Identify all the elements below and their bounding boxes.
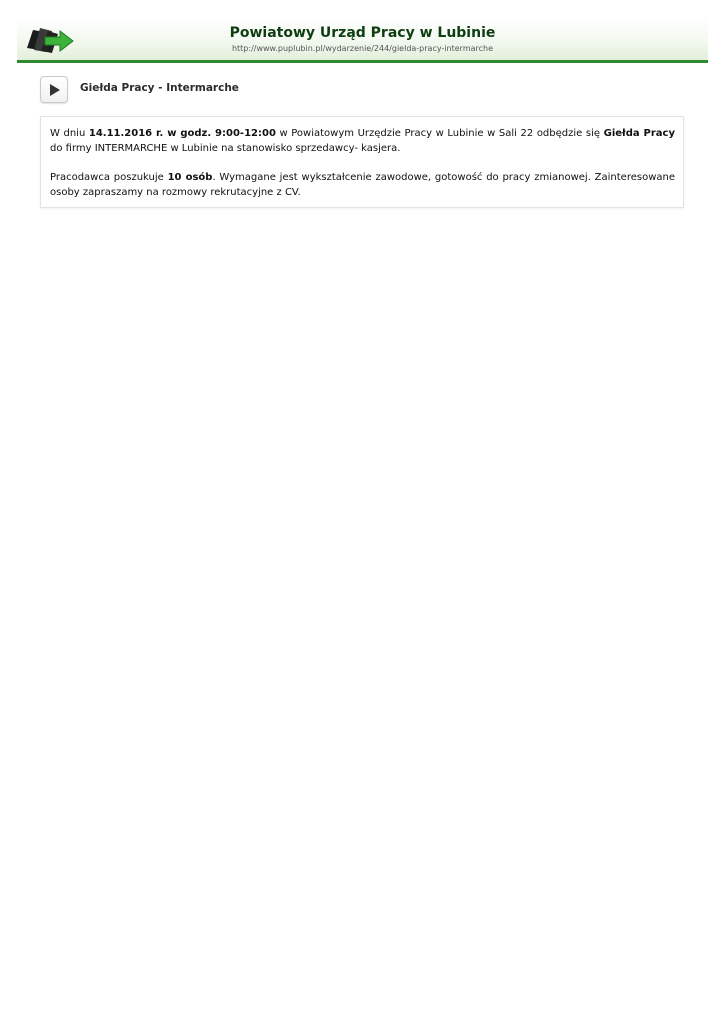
event-content-box: [40, 116, 684, 208]
event-paragraph-2: [50, 170, 675, 200]
page-url: http://www.puplubin.pl/wydarzenie/244/gielda-pracy-intermarche: [231, 44, 494, 53]
event-paragraph-1: [50, 126, 675, 156]
positions-count: 10 osób: [167, 172, 213, 183]
play-arrow-icon: [50, 84, 60, 96]
site-header: [17, 18, 708, 63]
event-arrow-button[interactable]: [40, 76, 68, 103]
p1-text-2: w Powiatowym Urzędzie Pracy w Lubinie w Sali 22 odbędzie się: [275, 128, 604, 139]
p2-text-1: Pracodawca poszukuje: [50, 172, 168, 183]
site-title: Powiatowy Urząd Pracy w Lubinie: [229, 25, 496, 41]
p1-text-1: W dniu: [50, 128, 89, 139]
p1-text-3: do firmy INTERMARCHE w Lubinie na stanowisko sprzedawcy- kasjera.: [50, 143, 401, 154]
event-name: Giełda Pracy: [603, 128, 676, 139]
event-title: Giełda Pracy - Intermarche: [80, 82, 239, 94]
p2-text-2: . Wymagane jest wykształcenie zawodowe, gotowość do pracy zmianowej. Zainteresowane osoby zapraszamy na rozmowy rekrutacyjne z CV.: [50, 172, 676, 198]
event-date-time: 14.11.2016 r. w godz. 9:00-12:00: [88, 128, 276, 139]
